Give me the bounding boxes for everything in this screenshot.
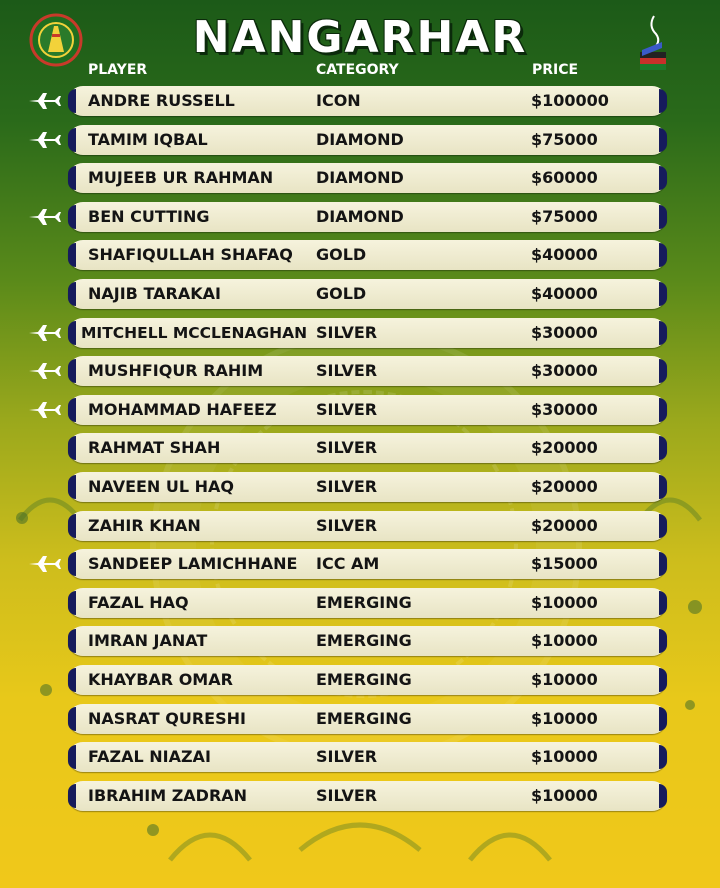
player-name: SANDEEP LAMICHHANE [88, 554, 298, 574]
header-player: PLAYER [88, 62, 148, 78]
player-price: $30000 [531, 361, 598, 381]
player-category: SILVER [316, 322, 378, 342]
player-name: FAZAL NIAZAI [88, 747, 211, 767]
player-price: $10000 [531, 670, 598, 689]
player-name: SHAFIQULLAH SHAFAQ [88, 245, 293, 265]
row-cap-left [68, 552, 76, 576]
player-price: $20000 [531, 477, 598, 496]
player-name: NAVEEN UL HAQ [88, 477, 235, 496]
player-category: SILVER [316, 361, 378, 381]
row-cap-right [659, 282, 667, 306]
player-row [68, 202, 667, 232]
row-cap-left [68, 475, 76, 499]
row-cap-left [68, 89, 76, 113]
row-cap-right [659, 243, 667, 267]
player-name: IMRAN JANAT [88, 631, 208, 651]
player-price: $10000 [531, 631, 598, 651]
row-cap-left [68, 514, 76, 538]
player-row [68, 86, 667, 116]
player-category: SILVER [316, 477, 378, 496]
player-price: $20000 [531, 438, 598, 458]
player-price: $75000 [531, 206, 598, 226]
row-cap-right [659, 166, 667, 190]
player-name: MOHAMMAD HAFEEZ [88, 399, 277, 419]
player-row [68, 781, 667, 811]
player-category: EMERGING [316, 708, 412, 728]
player-row [68, 626, 667, 656]
row-cap-left [68, 166, 76, 190]
row-cap-right [659, 321, 667, 345]
row-cap-left [68, 282, 76, 306]
player-name: FAZAL HAQ [88, 592, 189, 612]
row-cap-left [68, 128, 76, 152]
player-row [68, 549, 667, 579]
row-cap-right [659, 552, 667, 576]
row-cap-right [659, 629, 667, 653]
row-cap-left [68, 707, 76, 731]
player-row [68, 240, 667, 270]
airplane-icon [28, 555, 62, 573]
player-category: SILVER [316, 399, 378, 419]
player-category: DIAMOND [316, 129, 404, 149]
player-row [68, 433, 667, 463]
row-cap-right [659, 514, 667, 538]
player-price: $30000 [531, 322, 598, 342]
player-category: DIAMOND [316, 206, 404, 226]
row-cap-left [68, 321, 76, 345]
player-price: $40000 [531, 284, 598, 303]
row-cap-right [659, 591, 667, 615]
player-row [68, 318, 667, 348]
player-row [68, 588, 667, 618]
row-cap-right [659, 668, 667, 692]
player-row [68, 279, 667, 309]
player-name: TAMIM IQBAL [88, 129, 208, 149]
player-category: GOLD [316, 245, 367, 265]
player-row [68, 511, 667, 541]
row-cap-right [659, 475, 667, 499]
player-name: MITCHELL MCCLENAGHAN [81, 323, 308, 342]
row-cap-left [68, 745, 76, 769]
player-category: SILVER [316, 438, 378, 458]
airplane-icon [28, 324, 62, 342]
header-category: CATEGORY [316, 62, 399, 78]
player-category: DIAMOND [316, 168, 404, 188]
row-cap-left [68, 205, 76, 229]
player-row [68, 356, 667, 386]
airplane-icon [28, 92, 62, 110]
player-price: $60000 [531, 168, 598, 188]
player-price: $15000 [531, 554, 598, 574]
player-price: $75000 [531, 129, 598, 149]
player-category: EMERGING [316, 592, 412, 612]
row-cap-right [659, 89, 667, 113]
player-row [68, 742, 667, 772]
row-cap-left [68, 591, 76, 615]
row-cap-right [659, 436, 667, 460]
row-cap-right [659, 784, 667, 808]
player-name: BEN CUTTING [88, 206, 210, 226]
player-name: RAHMAT SHAH [88, 438, 221, 458]
player-category: GOLD [316, 284, 367, 303]
row-cap-left [68, 243, 76, 267]
player-price: $10000 [531, 785, 598, 805]
row-cap-left [68, 668, 76, 692]
player-name: KHAYBAR OMAR [88, 670, 233, 689]
row-cap-left [68, 629, 76, 653]
row-cap-right [659, 359, 667, 383]
player-price: $10000 [531, 592, 598, 612]
airplane-icon [28, 208, 62, 226]
airplane-icon [28, 401, 62, 419]
column-headers [0, 62, 720, 82]
player-price: $20000 [531, 515, 598, 535]
player-row [68, 163, 667, 193]
player-category: EMERGING [316, 631, 412, 651]
airplane-icon [28, 362, 62, 380]
team-title: NANGARHAR [192, 12, 528, 63]
player-price: $10000 [531, 708, 598, 728]
player-category: SILVER [316, 785, 378, 805]
player-row [68, 472, 667, 502]
player-name: ZAHIR KHAN [88, 515, 201, 535]
player-name: NAJIB TARAKAI [88, 284, 221, 303]
player-name: MUSHFIQUR RAHIM [88, 361, 264, 381]
player-name: IBRAHIM ZADRAN [88, 785, 248, 805]
row-cap-right [659, 398, 667, 422]
row-cap-right [659, 745, 667, 769]
player-category: EMERGING [316, 670, 412, 689]
row-cap-left [68, 359, 76, 383]
row-cap-right [659, 707, 667, 731]
player-row [68, 665, 667, 695]
player-name: ANDRE RUSSELL [88, 91, 235, 110]
row-cap-left [68, 784, 76, 808]
player-price: $100000 [531, 91, 609, 110]
player-price: $10000 [531, 747, 598, 767]
player-row [68, 125, 667, 155]
player-row [68, 395, 667, 425]
header-price: PRICE [532, 62, 579, 78]
player-category: SILVER [316, 515, 378, 535]
airplane-icon [28, 131, 62, 149]
row-cap-right [659, 128, 667, 152]
player-category: ICON [316, 91, 361, 110]
row-cap-right [659, 205, 667, 229]
player-price: $40000 [531, 245, 598, 265]
player-row [68, 704, 667, 734]
player-name: NASRAT QURESHI [88, 708, 246, 728]
row-cap-left [68, 436, 76, 460]
player-category: ICC AM [316, 554, 380, 574]
player-name: MUJEEB UR RAHMAN [88, 168, 274, 188]
player-price: $30000 [531, 399, 598, 419]
row-cap-left [68, 398, 76, 422]
player-category: SILVER [316, 747, 378, 767]
